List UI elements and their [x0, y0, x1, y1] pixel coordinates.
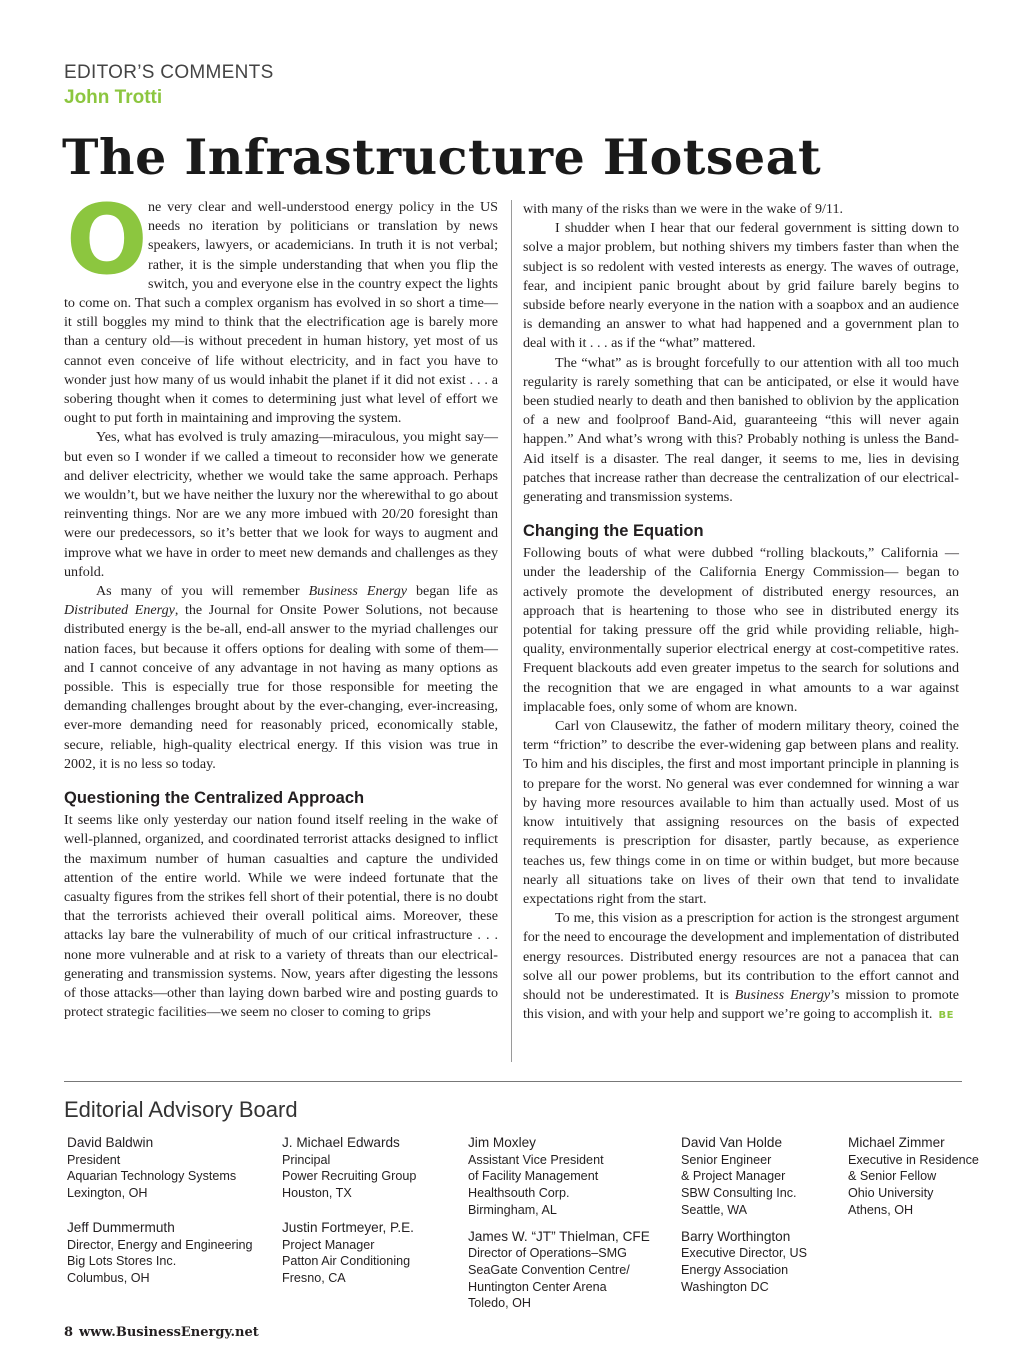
subhead-changing: Changing the Equation [523, 522, 704, 541]
member-name: David Van Holde [681, 1135, 783, 1150]
member-name: James W. “JT” Thielman, CFE [468, 1228, 650, 1244]
board-title: Editorial Advisory Board [64, 1097, 298, 1122]
member-line: Energy Association [681, 1262, 789, 1277]
member-name: Jim Moxley [468, 1135, 536, 1150]
board-member [282, 1135, 416, 1202]
member-line: SBW Consulting Inc. [681, 1186, 797, 1201]
board-member [468, 1229, 650, 1313]
paragraph-2: Yes, what has evolved is truly amazing—miraculous, you might say—but even so I wonder if we called a timeout to reconsider how we generate and deliver electricity, whether we would take the same approach. Perhaps we wouldn’t, but we have neither the luxury nor the wherewithal to go about reinventing things. Nor are we any more imbued with 20/20 foresight than were our predecessors, so it’s better that we look for ways to augment and improve what we have in order to meet new demands and challenges as they unfold. [64, 429, 498, 580]
footer-url: www.BusinessEnergy.net [79, 1325, 259, 1340]
member-line: Executive in Residence [848, 1152, 979, 1167]
section-kicker: EDITOR’S COMMENTS [64, 62, 274, 83]
paragraph-4: It seems like only yesterday our nation found itself reeling in the wake of well-planned, organized, and coordinated terrorist attacks designed to inflict the maximum number of human casualties and capture the undivided attention of the entire world. While we were indeed fortunate that the casualty figures from the strikes fell short of their potential, there is no doubt that the terrorists achieved their overall political aims. Moreover, these attacks lay bare the vulnerability of much of our critical infrastructure . . . none more vulnerable and at risk to a variety of threats than our electrical-generating and transmission systems. Now, years after digesting the lessons of those attacks—other than laying down barbed wire and posting guards to protect strategic facilities—we seem no closer to coming to grips [64, 812, 498, 1021]
end-mark-logo: BE [938, 1010, 954, 1022]
subhead-questioning: Questioning the Centralized Approach [64, 789, 365, 808]
board-column-2 [282, 1135, 416, 1305]
paragraph-9: To me, this vision as a prescription for action is the strongest argument for the need to encourage the development and implementation of distributed energy resources. Distributed energy resources are not a panacea that can solve all our power problems, but its contribution to the effort cannot and should not be underestimated. It is Business Energy’s mission to promote this vision, and with your help and support we’re going to accomplish it. BE [523, 910, 960, 1023]
board-member [67, 1135, 253, 1202]
member-line: Huntington Center Arena [468, 1279, 607, 1294]
board-member [282, 1220, 416, 1287]
member-line: Assistant Vice President [468, 1152, 604, 1167]
member-line: Toledo, OH [468, 1296, 531, 1311]
paragraph-5: I shudder when I hear that our federal government is sitting down to solve a major problem, but nothing shivers my timbers faster than when the subject is so redolent with vested interests as energy. The waves of outrage, fear, and incipient panic brought about by grid failure barely begins to subside before nearly everyone in the nation with a soapbox and an audience is demanding an answer to what had happened and a government plan to deal with it . . . as if the “what” mattered. [523, 220, 959, 352]
member-line: Seattle, WA [681, 1202, 748, 1217]
paragraph-7: Following bouts of what were dubbed “rolling blackouts,” California —under the leadership of the California Energy Commission— began to actively promote the development of distributed energy resources, an approach that is heartening to those who see in distributed energy its potential for taking pressure off the grid while providing reliable, high-quality, environmentally superior electrical energy at cost-competitive rates. Frequent blackouts add even greater impetus to the search for solutions and the recognition that we are engaged in what amounts to a war against implacable foes, only some of whom are known. [523, 545, 959, 715]
member-line: Director of Operations–SMG [468, 1246, 627, 1261]
member-name: Barry Worthington [681, 1228, 791, 1244]
member-line: of Facility Management [468, 1169, 599, 1184]
member-line: Washington DC [681, 1279, 769, 1294]
drop-cap: O [66, 184, 148, 296]
member-line: & Senior Fellow [848, 1169, 937, 1184]
board-column-5 [848, 1135, 979, 1237]
paragraph-1: One very clear and well-understood energy policy in the US needs no iteration by politicians or translation by news speakers, lawyers, or academicians. In truth it is not verbal; rather, it is the simple understanding that when you flip the switch, you and everyone else in the country expect the lights to come on. That such a complex organism has evolved in so short a time—it still boggles my mind to think that the electrification age is barely more than a century old—is without precedent in human history, yet most of us cannot even conceive of life without electricity, and in fact you have to wonder just how many of us would inhabit the planet if it did not exist . . . a sobering thought when it comes to determining just what level of effort we ought to put forth in maintaining and improving the system. [64, 184, 498, 427]
member-line: Ohio University [848, 1186, 934, 1201]
member-line: Athens, OH [848, 1202, 914, 1217]
member-line: Fresno, CA [282, 1270, 346, 1285]
member-line: Birmingham, AL [468, 1202, 557, 1217]
page-number: 8 [64, 1325, 74, 1340]
board-column-1 [67, 1135, 253, 1305]
member-line: Project Manager [282, 1237, 375, 1252]
member-line: Power Recruiting Group [282, 1169, 417, 1184]
paragraph-8: Carl von Clausewitz, the father of modern military theory, coined the term “friction” to describe the ever-widening gap between plans and reality. To him and his disciples, the first and most important principle in planning is to prepare for the worst. No general was ever condemned for winning a war by having more resources available to him than actually used. Most of us know intuitively that assigning resources on the basis of expected requirements is prescription for disaster, partly because, as experience teaches us, few things come in on time or within budget, but more because nearly all situations take on lives of their own that tend to invalidate expectations right from the start. [523, 718, 959, 907]
board-column-4 [681, 1135, 807, 1313]
member-line: Big Lots Stores Inc. [67, 1254, 177, 1269]
member-line: Lexington, OH [67, 1186, 148, 1201]
article-column-left [64, 184, 499, 1022]
member-line: Columbus, OH [67, 1270, 150, 1285]
member-line: Houston, TX [282, 1186, 352, 1201]
paragraph-3: As many of you will remember Business Energy began life as Distributed Energy, the Journal for Onsite Power Solutions, not because distributed energy is the be-all, end-all answer to the myriad challenges our nation faces, but because it offers options for dealing with some of them—and I cannot conceive of any advantage in not having as many options as possible. This is especially true for those responsible for meeting the demanding challenges brought about by the ever-changing, ever-increasing, ever-more demanding need for reasonably priced, economically stable, secure, reliable, high-quality electrical energy. If this vision was true in 2002, it is no less so today. [64, 583, 499, 772]
member-line: Healthsouth Corp. [468, 1186, 570, 1201]
column-divider [511, 200, 512, 1062]
member-name: Justin Fortmeyer, P.E. [282, 1219, 414, 1235]
board-column-3 [468, 1135, 650, 1330]
member-line: Director, Energy and Engineering [67, 1237, 253, 1252]
member-line: Patton Air Conditioning [282, 1254, 411, 1269]
member-line: Executive Director, US [681, 1246, 807, 1261]
member-name: David Baldwin [67, 1135, 154, 1150]
board-member [468, 1135, 650, 1219]
board-member [681, 1229, 807, 1296]
member-line: Principal [282, 1152, 331, 1167]
paragraph-4-continued: with many of the risks than we were in the wake of 9/11. [523, 201, 844, 217]
member-line: Aquarian Technology Systems [67, 1169, 237, 1184]
member-line: SeaGate Convention Centre/ [468, 1262, 630, 1277]
article-column-right [523, 200, 959, 1025]
member-name: Jeff Dummermuth [67, 1219, 175, 1235]
board-divider [64, 1081, 962, 1082]
paragraph-6: The “what” as is brought forcefully to our attention with all too much regularity is rarely something that can be anticipated, or else it would have been studied nearly to death and then banished to oblivion by the application of a new and foolproof Band-Aid, guaranteeing “this will never again happen.” And what’s wrong with this? Probably nothing is unless the Band-Aid itself is a disaster. The real danger, it seems to me, lies in devising patches that increase rather than decrease the centralization of our electrical-generating and transmission systems. [523, 354, 959, 506]
board-member [67, 1220, 253, 1287]
board-member [848, 1135, 979, 1219]
board-member [681, 1135, 807, 1219]
member-name: Michael Zimmer [848, 1135, 945, 1150]
member-name: J. Michael Edwards [282, 1135, 400, 1150]
member-line: & Project Manager [681, 1169, 786, 1184]
member-line: President [67, 1152, 121, 1167]
member-line: Senior Engineer [681, 1152, 772, 1167]
author-name: John Trotti [64, 87, 163, 108]
article-title: The Infrastructure Hotseat [62, 128, 822, 186]
page-footer [64, 1325, 259, 1340]
